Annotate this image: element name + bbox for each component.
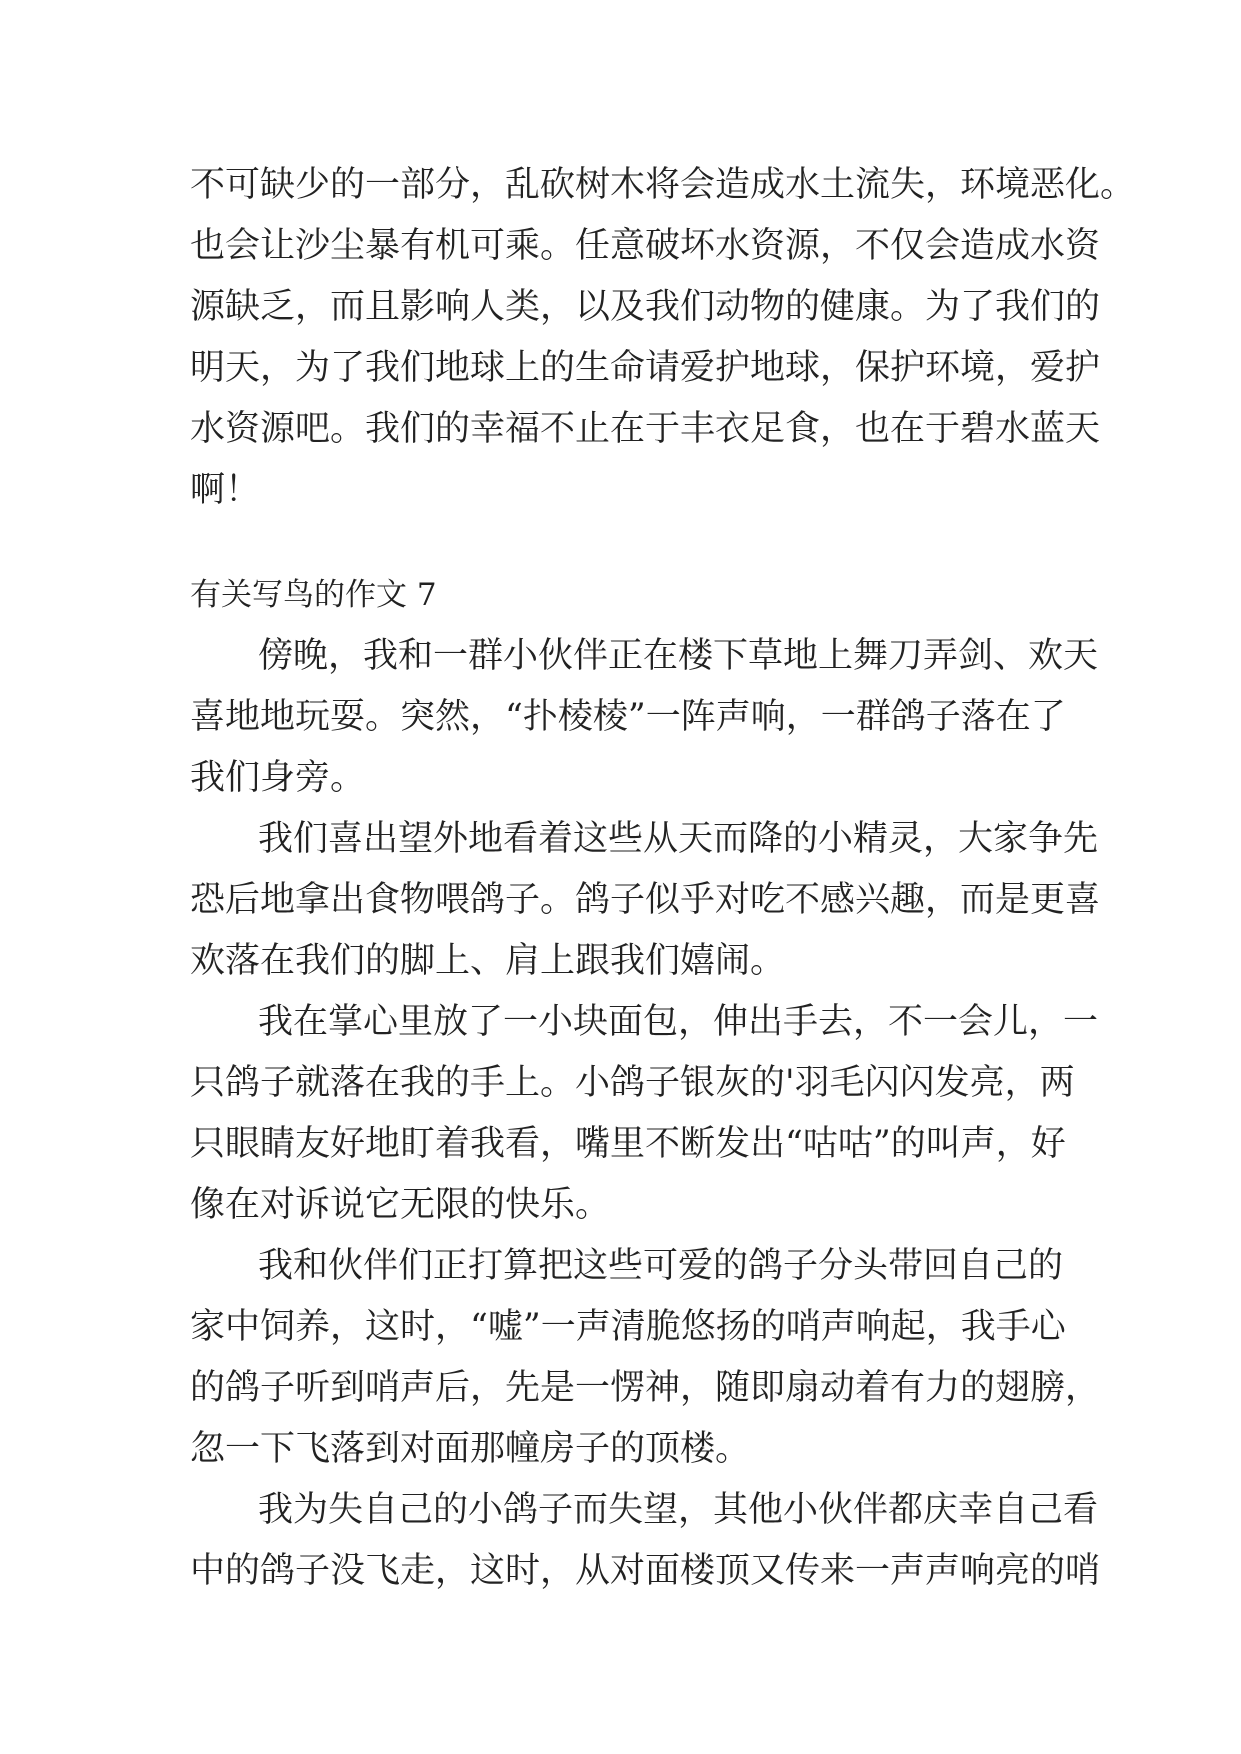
text-line: 水资源吧。我们的幸福不止在于丰衣足食，也在于碧水蓝天 — [190, 409, 1101, 449]
text-line: 只眼睛友好地盯着我看，嘴里不断发出“咕咕”的叫声，好 — [190, 1124, 1066, 1164]
text-line: 不可缺少的一部分，乱砍树木将会造成水土流失，环境恶化。 — [190, 165, 1136, 205]
text-line: 我为失自己的小鸽子而失望，其他小伙伴都庆幸自己看 — [258, 1490, 1099, 1530]
text-line: 中的鸽子没飞走，这时，从对面楼顶又传来一声声响亮的哨 — [190, 1551, 1101, 1591]
text-line: 也会让沙尘暴有机可乘。任意破坏水资源，不仅会造成水资 — [190, 226, 1101, 266]
text-line: 家中饲养，这时，“嘘”一声清脆悠扬的哨声响起，我手心 — [190, 1307, 1066, 1347]
text-line: 欢落在我们的脚上、肩上跟我们嬉闹。 — [190, 941, 786, 981]
text-line: 只鸽子就落在我的手上。小鸽子银灰的'羽毛闪闪发亮，两 — [190, 1063, 1075, 1103]
text-line: 的鸽子听到哨声后，先是一愣神，随即扇动着有力的翅膀， — [190, 1368, 1101, 1408]
text-line: 我们身旁。 — [190, 758, 366, 798]
essay-title: 有关写鸟的作文 7 — [190, 577, 437, 613]
text-line: 喜地地玩耍。突然，“扑棱棱”一阵声响，一群鸽子落在了 — [190, 697, 1066, 737]
text-line: 恐后地拿出食物喂鸽子。鸽子似乎对吃不感兴趣，而是更喜 — [190, 880, 1101, 920]
text-line: 源缺乏，而且影响人类，以及我们动物的健康。为了我们的 — [190, 287, 1101, 327]
text-line: 明天，为了我们地球上的生命请爱护地球，保护环境，爱护 — [190, 348, 1101, 388]
text-line: 我在掌心里放了一小块面包，伸出手去，不一会儿，一 — [258, 1002, 1099, 1042]
text-line: 啊！ — [190, 470, 261, 510]
text-line: 傍晚，我和一群小伙伴正在楼下草地上舞刀弄剑、欢天 — [258, 636, 1099, 676]
text-line: 我和伙伴们正打算把这些可爱的鸽子分头带回自己的 — [258, 1246, 1064, 1286]
text-line: 我们喜出望外地看着这些从天而降的小精灵，大家争先 — [258, 819, 1099, 859]
text-line: 像在对诉说它无限的快乐。 — [190, 1185, 611, 1225]
text-line: 忽一下飞落到对面那幢房子的顶楼。 — [190, 1429, 751, 1469]
